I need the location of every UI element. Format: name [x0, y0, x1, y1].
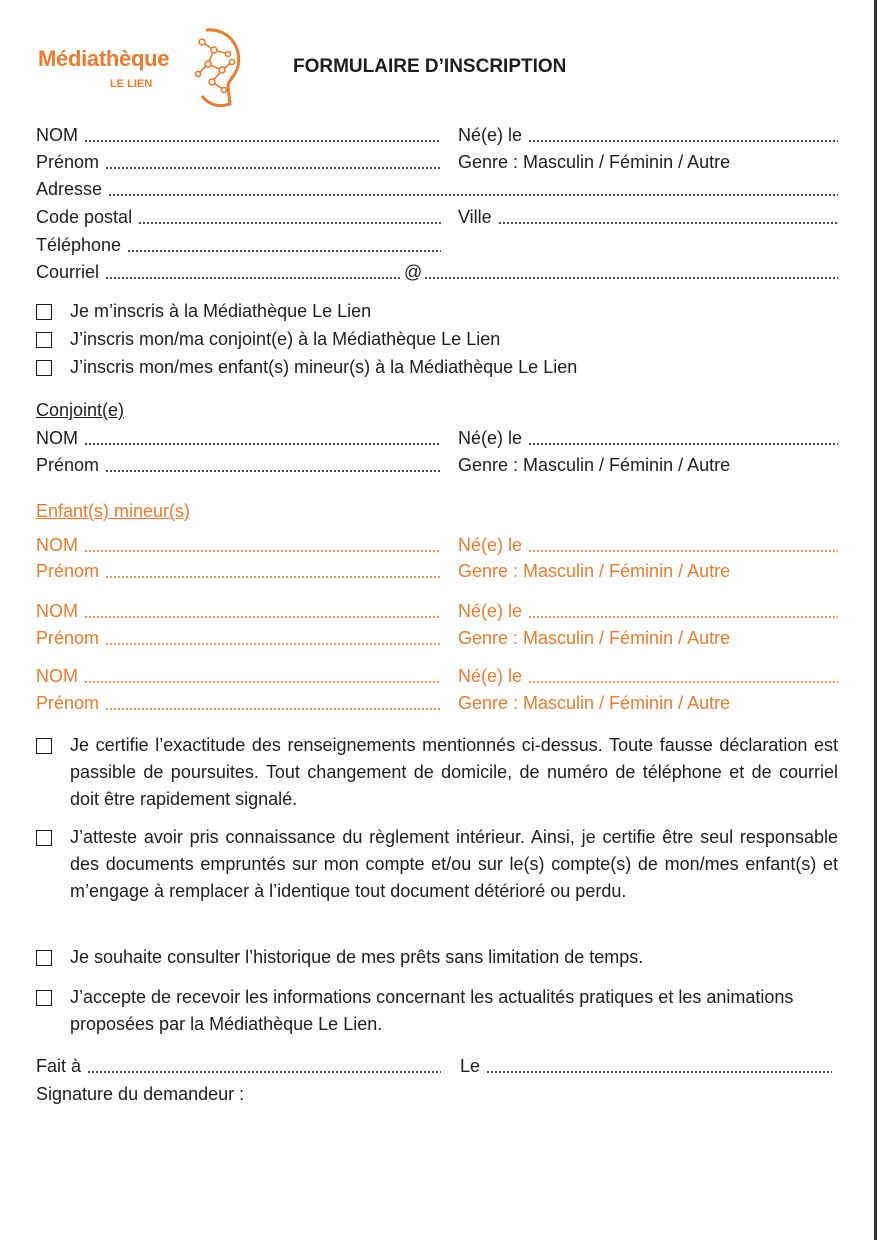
option-self [36, 298, 838, 325]
child-2-birthdate-field[interactable] [528, 616, 838, 618]
courriel-label: Courriel [36, 262, 100, 282]
adresse-field[interactable] [108, 194, 838, 196]
ville-label: Ville [458, 207, 492, 227]
telephone-field[interactable] [127, 250, 441, 252]
ville-field[interactable] [498, 222, 838, 224]
child-3-row-2 [36, 690, 838, 716]
child-1-birthdate-field[interactable] [528, 550, 838, 552]
declaration-history-text: Je souhaite consulter l’historique de mes prêts sans limitation de temps. [70, 947, 644, 967]
child-2-prenom-label: Prénom [36, 628, 100, 648]
nom-label: NOM [36, 125, 78, 145]
form-title: FORMULAIRE D’INSCRIPTION [293, 56, 567, 77]
applicant-row-3 [36, 176, 838, 202]
logo-sub: LE LIEN [110, 78, 153, 90]
declaration-accuracy [36, 732, 838, 814]
conjoint-nom-field[interactable] [84, 443, 441, 445]
date-field[interactable] [486, 1071, 832, 1073]
fait-a-field[interactable] [87, 1071, 441, 1073]
child-3-nom-label: NOM [36, 666, 78, 686]
code-postal-field[interactable] [138, 222, 441, 224]
courriel-domain-field[interactable] [424, 277, 838, 279]
declaration-newsletter-checkbox[interactable] [36, 990, 52, 1006]
child-2-row-2 [36, 625, 838, 651]
option-self-checkbox[interactable] [36, 304, 52, 320]
declaration-accuracy-checkbox[interactable] [36, 738, 52, 754]
logo-name: Médiathèque [38, 46, 170, 71]
option-children-label: J’inscris mon/mes enfant(s) mineur(s) à la Médiathèque Le Lien [70, 357, 578, 377]
date-label: Le [460, 1056, 481, 1076]
signature-label: Signature du demandeur : [36, 1084, 245, 1104]
declaration-newsletter [36, 984, 838, 1039]
prenom-field[interactable] [105, 167, 441, 169]
child-2-birthdate-label: Né(e) le [458, 601, 523, 621]
at-sign: @ [404, 262, 423, 282]
footer-row [36, 1053, 838, 1079]
child-1-prenom-label: Prénom [36, 561, 100, 581]
code-postal-label: Code postal [36, 207, 133, 227]
child-3-prenom-label: Prénom [36, 693, 100, 713]
conjoint-birthdate-field[interactable] [528, 443, 838, 445]
child-3-birthdate-field[interactable] [528, 681, 838, 683]
children-heading: Enfant(s) mineur(s) [36, 501, 191, 521]
courriel-user-field[interactable] [105, 277, 402, 279]
child-3-gender-options[interactable]: Genre : Masculin / Féminin / Autre [458, 693, 731, 713]
applicant-row-6 [36, 259, 838, 285]
declaration-rules-checkbox[interactable] [36, 830, 52, 846]
gender-options[interactable]: Genre : Masculin / Féminin / Autre [458, 152, 731, 172]
option-self-label: Je m’inscris à la Médiathèque Le Lien [70, 301, 372, 321]
child-1-nom-field[interactable] [84, 550, 441, 552]
child-3-nom-field[interactable] [84, 681, 441, 683]
conjoint-prenom-label: Prénom [36, 455, 100, 475]
conjoint-prenom-field[interactable] [105, 470, 441, 472]
option-spouse-label: J’inscris mon/ma conjoint(e) à la Médiathèque Le Lien [70, 329, 501, 349]
fait-a-label: Fait à [36, 1056, 82, 1076]
conjoint-row-2 [36, 452, 838, 478]
child-1-row-2 [36, 558, 838, 584]
birthdate-label: Né(e) le [458, 125, 523, 145]
option-children [36, 354, 838, 381]
applicant-row-1 [36, 122, 838, 148]
nom-field[interactable] [84, 140, 441, 142]
declaration-history-checkbox[interactable] [36, 950, 52, 966]
declaration-rules-text: J’atteste avoir pris connaissance du règlement intérieur. Ainsi, je certifie être seul responsable des documents empruntés sur mon compte et/ou sur le(s) compte(s) de mon/mes enfant(s) et m’engage à remplacer à l’identique tout document détérioré ou perdu. [70, 827, 838, 901]
declaration-accuracy-text: Je certifie l’exactitude des renseignements mentionnés ci-dessus. Toute fausse déclaration est passible de poursuites. Tout changement de domicile, de numéro de téléphone et de courriel doit être rapidement signalé. [70, 735, 838, 809]
option-spouse [36, 326, 838, 353]
child-1-prenom-field[interactable] [105, 576, 441, 578]
child-1-gender-options[interactable]: Genre : Masculin / Féminin / Autre [458, 561, 731, 581]
telephone-label: Téléphone [36, 235, 122, 255]
child-2-prenom-field[interactable] [105, 643, 441, 645]
mediatheque-logo [38, 24, 248, 114]
conjoint-row-1 [36, 425, 838, 451]
adresse-label: Adresse [36, 179, 103, 199]
conjoint-gender-options[interactable]: Genre : Masculin / Féminin / Autre [458, 455, 731, 475]
declaration-newsletter-text: J’accepte de recevoir les informations concernant les actualités pratiques et les animations proposées par la Médiathèque Le Lien. [70, 987, 794, 1034]
network-head-icon [188, 24, 248, 114]
applicant-row-2 [36, 149, 838, 175]
child-2-gender-options[interactable]: Genre : Masculin / Féminin / Autre [458, 628, 731, 648]
child-3-prenom-field[interactable] [105, 708, 441, 710]
applicant-row-4 [36, 204, 838, 230]
option-spouse-checkbox[interactable] [36, 332, 52, 348]
child-2-nom-label: NOM [36, 601, 78, 621]
birthdate-field[interactable] [528, 140, 838, 142]
child-1-nom-label: NOM [36, 535, 78, 555]
child-1-row-1 [36, 532, 838, 558]
conjoint-heading: Conjoint(e) [36, 400, 125, 420]
declaration-history [36, 944, 838, 971]
child-1-birthdate-label: Né(e) le [458, 535, 523, 555]
declaration-rules [36, 824, 838, 932]
conjoint-birthdate-label: Né(e) le [458, 428, 523, 448]
child-2-nom-field[interactable] [84, 616, 441, 618]
conjoint-nom-label: NOM [36, 428, 78, 448]
prenom-label: Prénom [36, 152, 100, 172]
child-3-birthdate-label: Né(e) le [458, 666, 523, 686]
child-2-row-1 [36, 598, 838, 624]
option-children-checkbox[interactable] [36, 360, 52, 376]
child-3-row-1 [36, 663, 838, 689]
applicant-row-5 [36, 232, 838, 258]
